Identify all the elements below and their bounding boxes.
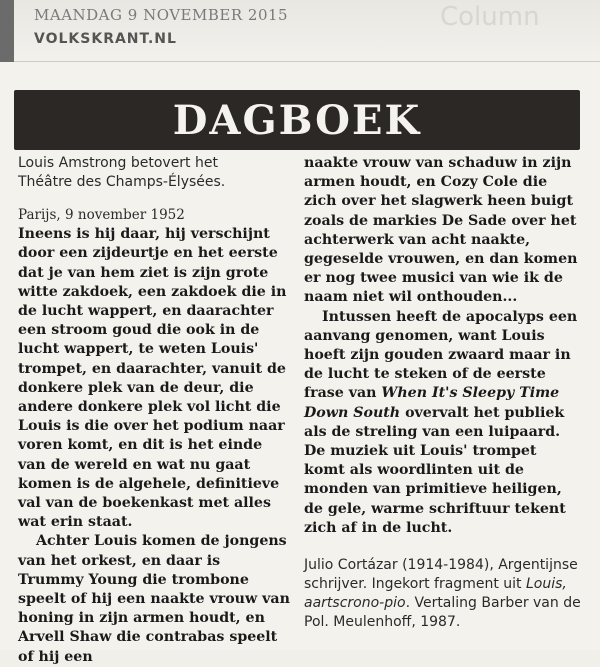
book-title: Louis, aartscrono-pio xyxy=(304,576,567,612)
section-banner xyxy=(14,90,580,150)
credit-part-b: . Vertaling Barber van de Pol. Meulenhoff, 1987. xyxy=(304,595,581,631)
dateline: Parijs, 9 november 1952 xyxy=(18,207,185,223)
song-title: When It's Sleepy Time Down South xyxy=(304,385,560,421)
page-edge xyxy=(0,0,14,62)
issue-date: MAANDAG 9 NOVEMBER 2015 xyxy=(34,6,289,24)
paragraph-3 xyxy=(304,308,582,538)
paragraph-2: Achter Louis komen de jongens van het orkest, en daar is Trummy Young die trombone speelt of hij een naakte vrouw van honing in zijn armen houdt, en Arvell Shaw die contrabas speelt of hij een xyxy=(18,533,290,665)
article-lead: Louis Amstrong betovert het Théâtre des Champs-Élysées. xyxy=(18,155,226,190)
newspaper-page xyxy=(0,62,600,665)
credit-part-a: Julio Cortázar (1914-1984), Argentijnse schrijver. Ingekort fragment uit xyxy=(304,557,578,593)
paragraph-3-part-a: Intussen heeft de apocalyps een aanvang genomen, want Louis hoeft zijn gouden zwaard maar in de lucht te steken of de eerste frase van xyxy=(304,308,578,402)
right-column xyxy=(304,154,582,632)
masthead-strip xyxy=(0,0,600,62)
paragraph-2-continued: naakte vrouw van schaduw in zijn armen houdt, en Cozy Cole die zich over het slagwerk heen buigt zoals de markies De Sade over het achterwerk van acht naakte, gegeselde vrouwen, en dan komen er nog twee musici van wie ik de naam niet wil onthouden... xyxy=(304,155,578,306)
section-title: DAGBOEK xyxy=(172,96,422,144)
author-credit xyxy=(304,556,582,632)
show-through-text: Column xyxy=(440,2,540,32)
paragraph-1: Ineens is hij daar, hij verschijnt door een zijdeurtje en het eerste dat je van hem ziet is zijn grote witte zakdoek, een zakdoek die in de lucht wappert, en daarachter een stroom goud die ook in de lucht wappert, te weten Louis' trompet, en daarachter, vanuit de donkere plek van de deur, die andere donkere plek vol licht die Louis is die over het podium naar voren komt, en dit is het einde van de wereld en wat nu gaat komen is de algehele, definitieve val van de boekenkast met alles wat erin staat. xyxy=(18,226,287,531)
site-name: VOLKSKRANT.NL xyxy=(34,31,177,47)
paragraph-3-part-b: overvalt het publiek als de streling van een luipaard. De muziek uit Louis' trompet komt als woordlinten uit de monden van primitieve heiligen, de gele, warme schriftuur tekent zich af in de lucht. xyxy=(304,404,566,536)
left-column xyxy=(18,154,290,667)
